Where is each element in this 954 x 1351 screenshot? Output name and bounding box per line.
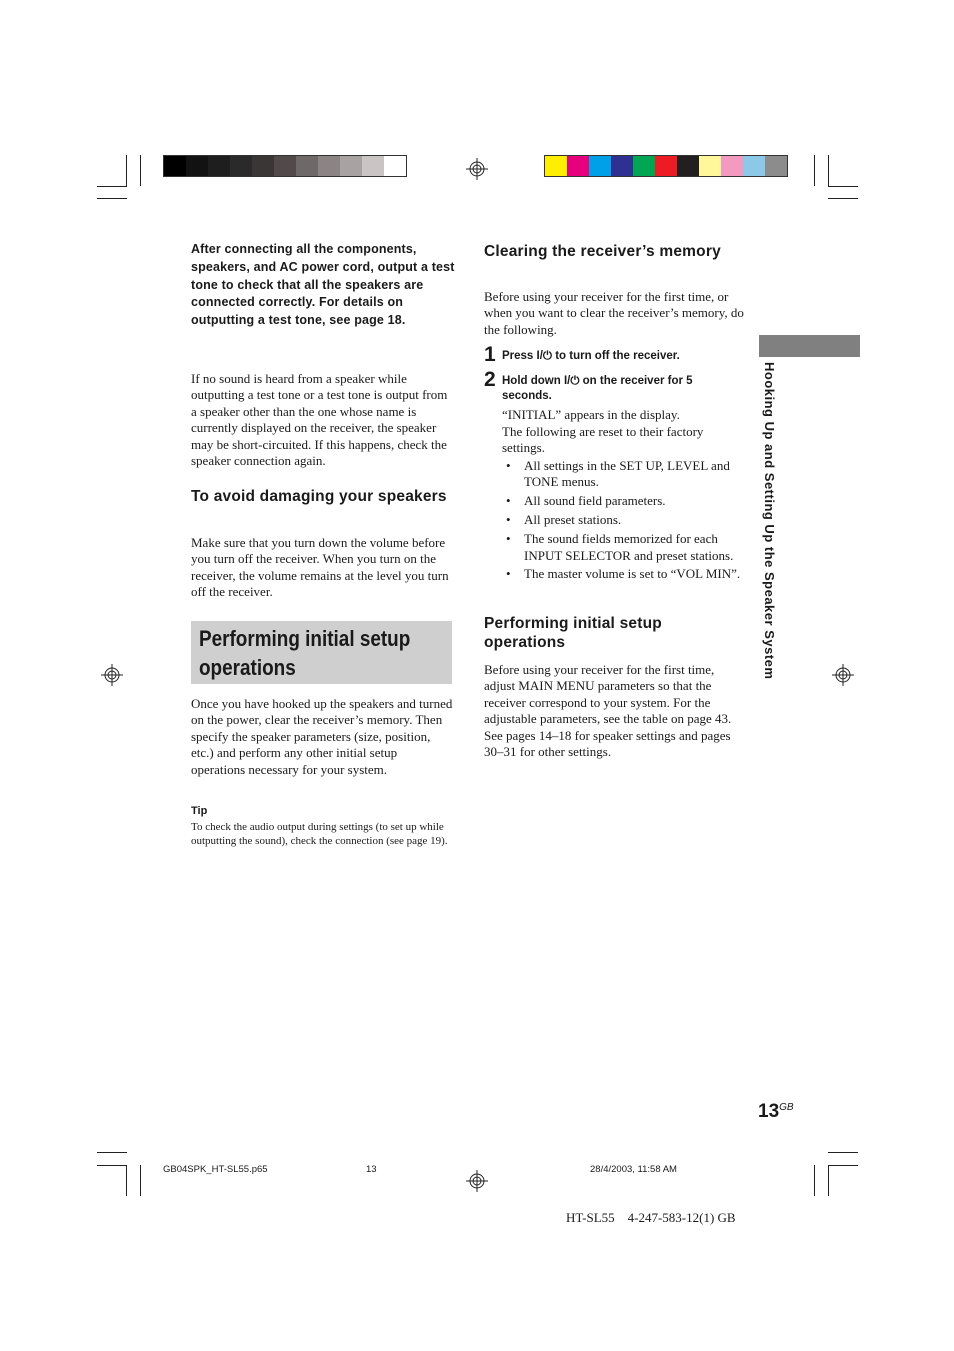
- crop-mark: [126, 1165, 127, 1196]
- no-sound-paragraph: If no sound is heard from a speaker while outputting a test tone or a test tone is output from a speaker other than the one whose name is currently displayed on the receiver, the speaker may be short-circuited. If this happens, check the speaker connection again.: [191, 371, 448, 469]
- step-number: 1: [484, 343, 496, 366]
- crop-mark: [97, 198, 127, 199]
- gray-swatch: [384, 156, 406, 176]
- gray-swatch: [274, 156, 296, 176]
- crop-mark: [828, 1152, 858, 1153]
- crop-mark: [828, 1165, 829, 1196]
- gray-swatch: [208, 156, 230, 176]
- list-item: • The sound fields memorized for each INPUT SELECTOR and preset stations.: [502, 531, 750, 564]
- crop-mark: [140, 1165, 141, 1196]
- color-swatch: [655, 156, 677, 176]
- footer-model-number: HT-SL55 4-247-583-12(1) GB: [566, 1210, 736, 1225]
- color-swatch: [545, 156, 567, 176]
- crop-mark: [814, 155, 815, 186]
- gray-swatch: [340, 156, 362, 176]
- list-item: • All preset stations.: [502, 512, 750, 528]
- side-section-label: Hooking Up and Setting Up the Speaker System: [762, 362, 777, 680]
- registration-mark-icon: [832, 664, 854, 686]
- step2-detail-display: “INITIAL” appears in the display.: [502, 407, 680, 422]
- section-title-box: [191, 621, 452, 684]
- gray-swatch: [164, 156, 186, 176]
- tip-label: Tip: [191, 805, 208, 817]
- page-number: [758, 1097, 794, 1123]
- avoid-damage-heading: To avoid damaging your speakers: [191, 488, 447, 505]
- gray-swatch: [362, 156, 384, 176]
- step-number: 2: [484, 368, 496, 391]
- crop-mark: [828, 186, 858, 187]
- intro-paragraph: After connecting all the components, speakers, and AC power cord, output a test tone to check that all the speakers are connected correctly. For details on outputting a test tone, see page 18.: [191, 242, 455, 328]
- color-swatch: [765, 156, 787, 176]
- section-paragraph: Once you have hooked up the speakers and turned on the power, clear the receiver’s memory. Then specify the speaker parameters (size, position, etc.) and perform any other initial setup operations necessary for your system.: [191, 696, 453, 777]
- list-item: • The master volume is set to “VOL MIN”.: [502, 566, 750, 582]
- color-swatch: [633, 156, 655, 176]
- clearing-intro-paragraph: Before using your receiver for the first time, or when you want to clear the receiver’s memory, do the following.: [484, 289, 744, 337]
- gray-swatch: [230, 156, 252, 176]
- footer-date: 28/4/2003, 11:58 AM: [590, 1164, 677, 1175]
- color-swatch: [699, 156, 721, 176]
- registration-mark-icon: [101, 664, 123, 686]
- gray-swatch: [186, 156, 208, 176]
- process-color-bar: [544, 155, 788, 177]
- registration-mark-icon: [466, 158, 488, 180]
- crop-mark: [814, 1165, 815, 1196]
- initial-setup-paragraph: Before using your receiver for the first time, adjust MAIN MENU parameters so that the receiver correspond to your system. For the adjustable parameters, see the table on page 43. See pages 14–18 for speaker settings and pages 30–31 for other settings.: [484, 662, 732, 760]
- footer-file-name: GB04SPK_HT-SL55.p65: [163, 1164, 268, 1175]
- list-item: • All settings in the SET UP, LEVEL and TONE menus.: [502, 458, 750, 491]
- color-swatch: [677, 156, 699, 176]
- crop-mark: [126, 155, 127, 186]
- crop-mark: [97, 1165, 127, 1166]
- color-swatch: [721, 156, 743, 176]
- grayscale-color-bar: [163, 155, 407, 177]
- crop-mark: [828, 1165, 858, 1166]
- registration-mark-icon: [466, 1170, 488, 1192]
- gray-swatch: [296, 156, 318, 176]
- step-text: Press I/⏻ to turn off the receiver.: [502, 350, 680, 362]
- gray-swatch: [252, 156, 274, 176]
- color-swatch: [611, 156, 633, 176]
- crop-mark: [828, 198, 858, 199]
- crop-mark: [828, 155, 829, 186]
- step-text: Hold down I/⏻ on the receiver for 5 seconds.: [502, 375, 693, 402]
- avoid-damage-paragraph: Make sure that you turn down the volume before you turn off the receiver. When you turn on the receiver, the volume remains at the level you turn off the receiver.: [191, 535, 449, 600]
- gray-swatch: [318, 156, 340, 176]
- page-number-value: 13: [758, 1101, 780, 1122]
- step2-detail-reset: The following are reset to their factory settings.: [502, 424, 704, 456]
- list-item: • All sound field parameters.: [502, 493, 750, 509]
- tip-text: To check the audio output during settings (to set up while outputting the sound), check the connection (see page 19).: [191, 821, 448, 847]
- crop-mark: [140, 155, 141, 186]
- color-swatch: [589, 156, 611, 176]
- color-swatch: [743, 156, 765, 176]
- section-side-tab: [759, 335, 860, 357]
- reset-items-list: [502, 458, 750, 585]
- crop-mark: [97, 186, 127, 187]
- page-number-suffix: GB: [779, 1102, 794, 1113]
- crop-mark: [97, 1152, 127, 1153]
- footer-page: 13: [366, 1164, 377, 1175]
- clearing-memory-heading: Clearing the receiver’s memory: [484, 243, 721, 260]
- initial-setup-heading: Performing initial setup operations: [484, 615, 662, 651]
- section-title: Performing initial setup operations: [199, 626, 411, 680]
- color-swatch: [567, 156, 589, 176]
